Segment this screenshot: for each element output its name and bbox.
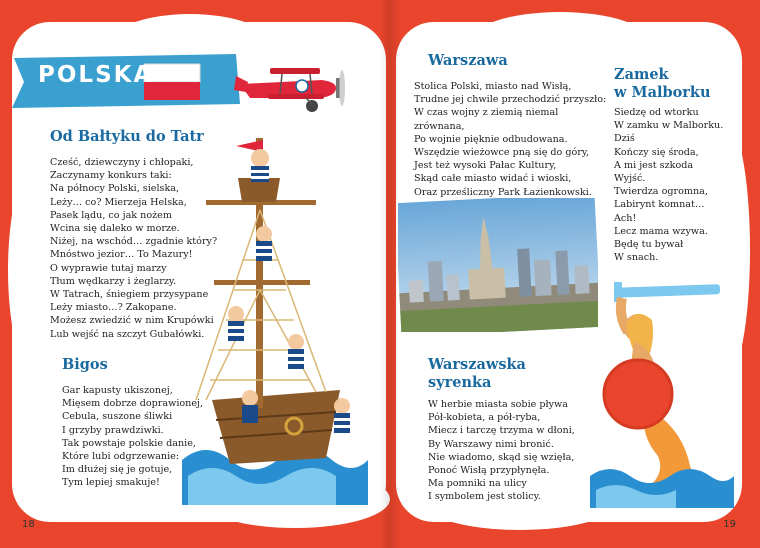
poem-syrenka: W herbie miasta sobie pływa Pół-kobieta, a pół-ryba, Miecz i tarczę trzyma w dłoni, By Warszawy nimi bronić. Nie wiadomo, skąd się wzięła, Ponoć Wisłą przypłynęła. Ma pomniki na ulicy I symbolem jest stolicy. <box>428 399 575 503</box>
banner-title: POLSKA <box>38 62 154 88</box>
poem-od-baltyku: Cześć, dziewczyny i chłopaki, Zaczynamy konkurs taki: Na północy Polski, sielska, Leży… co? Mierzeja Helska, Pasek lądu, co jak nożem Wcina się daleko w morze. Niżej, na wschód… zgadnie który? Mnóstwo jezior… To Mazury! O wyprawie tutaj marzy Tłum wędkarzy i żeglarzy. W Tatrach, śniegiem przysypane Leży miasto…? Zakopane. Możesz zwiedzić w nim Krupówki Lub wejść na szczyt Gubałówki. <box>50 157 218 340</box>
section-title-warszawa: Warszawa <box>428 52 508 69</box>
book-spine <box>380 0 400 548</box>
section-title-od-baltyku: Od Bałtyku do Tatr <box>50 128 204 145</box>
section-title-zamek: Zamek w Malborku <box>614 66 711 101</box>
page-number-right: 19 <box>723 519 736 530</box>
mermaid-icon <box>586 276 736 508</box>
page-number-left: 18 <box>22 519 35 530</box>
section-title-syrenka: Warszawska syrenka <box>428 356 526 391</box>
poem-zamek: Siedzę od wtorku W zamku w Malborku. Dziś Kończy się środa, A mi jest szkoda Wyjść. Twierdza ogromna, Labirynt komnat… Ach! Lecz mama wzywa. Będę tu bywał W snach. <box>614 107 724 264</box>
poem-warszawa: Stolica Polski, miasto nad Wisłą, Trudne jej chwile przechodzić przyszło: W czas wojny z ziemią niemal zrównana, Po wojnie pięknie odbudowana. Wszędzie wieżowce pną się do góry, Jest też wysoki Pałac Kultury, Skąd całe miasto widać i wioski, Oraz prześliczny Park Łazienkowski. <box>414 81 607 198</box>
ship-icon <box>176 130 372 505</box>
section-title-bigos: Bigos <box>62 356 108 373</box>
city-photo <box>398 198 598 332</box>
airplane-icon <box>232 58 358 114</box>
poem-bigos: Gar kapusty ukiszonej, Mięsem dobrze doprawionej, Cebula, suszone śliwki I grzyby prawdziwki. Tak powstaje polskie danie, Które lubi odgrzewanie: Im dłużej się je gotuje, Tym lepiej smakuje! <box>62 385 204 489</box>
